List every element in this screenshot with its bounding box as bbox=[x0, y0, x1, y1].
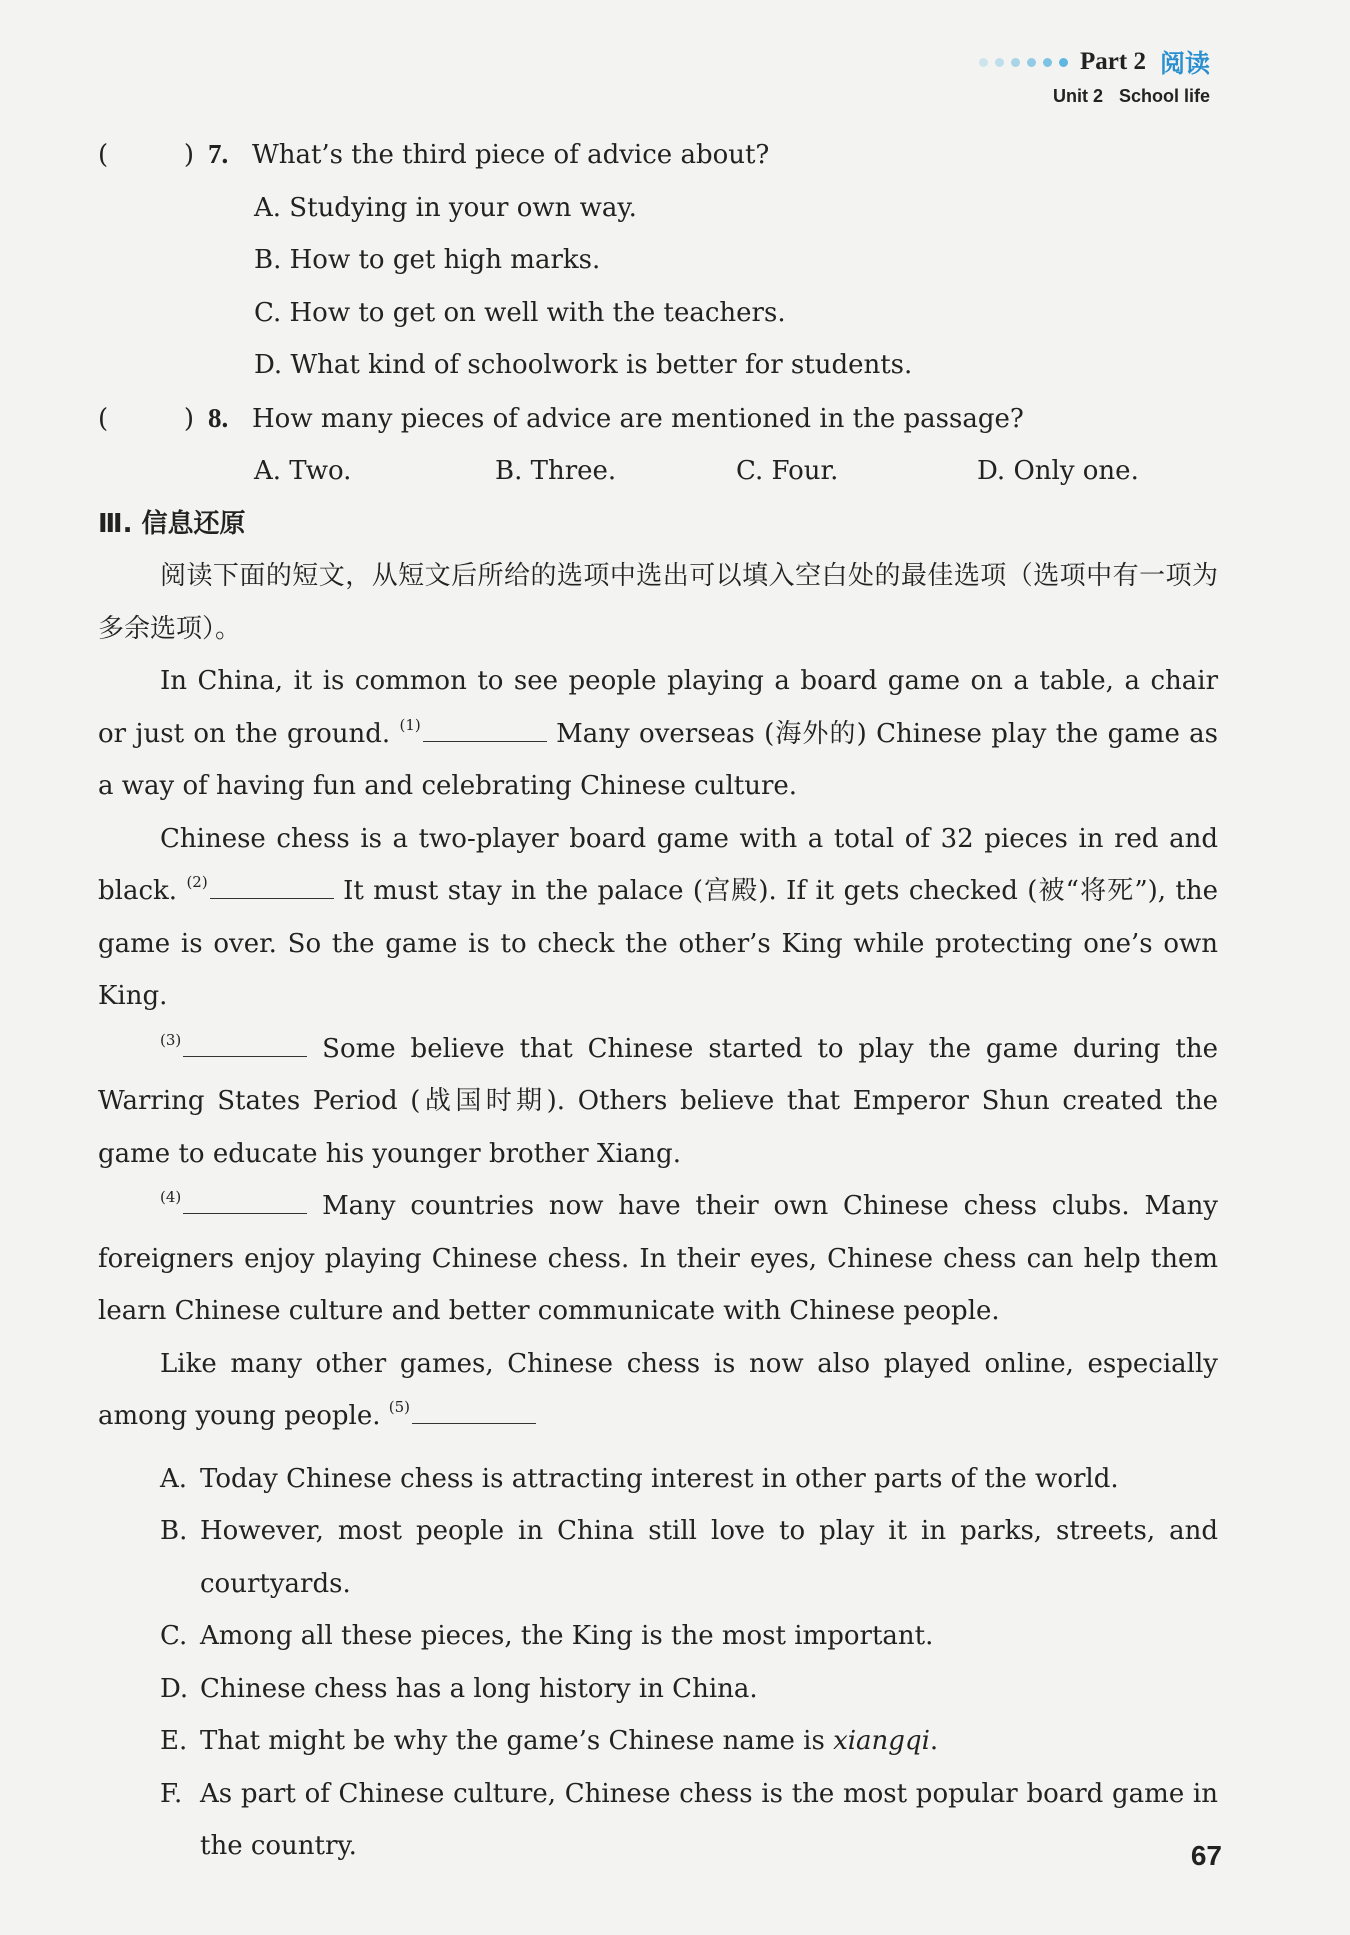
blank-marker: (3) bbox=[160, 1030, 182, 1049]
passage-paragraph-1: In China, it is common to see people playing a board game on a table, a chair or just on the ground. $^{(1)}$ Many overseas (海外的) Chinese play the game as a way of having fun and celebrating Chinese culture. bbox=[98, 666, 1219, 801]
option: B. How to get high marks. bbox=[254, 245, 601, 275]
option: D. Only one. bbox=[977, 456, 1139, 486]
option: C. Four. bbox=[736, 456, 839, 486]
passage-paragraph-3: $^{(3)}$ Some believe that Chinese started to play the game during the Warring States Period (战国时期). Others believe that Emperor Shun created the game to educate his younger brother Xiang. bbox=[98, 1030, 1218, 1169]
section-instruction: 阅读下面的短文，从短文后所给的选项中选出可以填入空白处的最佳选项（选项中有一项为多余选项）。 bbox=[98, 561, 1218, 644]
option: A. Two. bbox=[254, 456, 352, 486]
blank-3[interactable] bbox=[183, 1034, 307, 1057]
option: D. What kind of schoolwork is better for students. bbox=[254, 350, 913, 380]
blank-1[interactable] bbox=[423, 719, 547, 742]
blank-marker: (5) bbox=[388, 1398, 411, 1416]
blank-marker: (4) bbox=[160, 1188, 182, 1206]
header-unit-title: School life bbox=[1118, 86, 1210, 106]
option: C. How to get on well with the teachers. bbox=[254, 297, 786, 328]
page-header bbox=[979, 44, 1210, 107]
answer-bracket[interactable]: ( ) bbox=[98, 140, 194, 170]
dots-decoration-icon bbox=[979, 58, 1068, 67]
question-text: How many pieces of advice are mentioned in the passage? bbox=[252, 403, 1024, 434]
header-part-cn: 阅读 bbox=[1159, 49, 1210, 78]
question-number: 7. bbox=[208, 139, 229, 169]
passage-paragraph-2: Chinese chess is a two-player board game with a total of 32 pieces in red and black. $^{(2)}$ It must stay in the palace (宫殿). If it gets checked (被“将死”), the game is over. So the game is to check the other’s King while protecting one’s own King. bbox=[98, 823, 1218, 1011]
answer-options bbox=[98, 1453, 1218, 1873]
passage-paragraph-5: Like many other games, Chinese chess is now also played online, especially among young people. $^{(5)}$ bbox=[98, 1348, 1218, 1431]
answer-option-a: A. Today Chinese chess is attracting interest in other parts of the world. bbox=[160, 1463, 1119, 1494]
page-content bbox=[98, 128, 1218, 1873]
header-unit-line bbox=[979, 86, 1210, 107]
header-part: Part 2 bbox=[1080, 48, 1146, 75]
question-7 bbox=[98, 128, 1218, 182]
question-8 bbox=[98, 392, 1218, 446]
header-unit: Unit 2 bbox=[1052, 86, 1103, 106]
answer-option-c: C. Among all these pieces, the King is the most important. bbox=[160, 1621, 934, 1651]
blank-5[interactable] bbox=[412, 1401, 536, 1424]
answer-option-d: D. Chinese chess has a long history in China. bbox=[160, 1673, 758, 1704]
question-number: 8. bbox=[208, 402, 229, 433]
answer-option-b: B. However, most people in China still love to play it in parks, streets, and courtyards. bbox=[160, 1516, 1218, 1599]
answer-option-f: F. As part of Chinese culture, Chinese chess is the most popular board game in the country. bbox=[160, 1778, 1218, 1861]
blank-marker: (1) bbox=[399, 715, 421, 734]
blank-marker: (2) bbox=[186, 873, 208, 891]
passage-paragraph-4: $^{(4)}$ Many countries now have their own Chinese chess clubs. Many foreigners enjoy playing Chinese chess. In their eyes, Chinese chess can help them learn Chinese culture and better communicate with Chinese people. bbox=[98, 1188, 1218, 1326]
answer-option-e: E. That might be why the game’s Chinese name is xiangqi. bbox=[160, 1726, 939, 1756]
blank-2[interactable] bbox=[210, 876, 334, 899]
page-number: 67 bbox=[1190, 1840, 1222, 1871]
option: A. Studying in your own way. bbox=[254, 192, 637, 223]
blank-4[interactable] bbox=[183, 1191, 307, 1214]
answer-bracket[interactable]: ( ) bbox=[98, 403, 194, 434]
inline-options bbox=[98, 445, 1218, 498]
section-title: Ⅲ. 信息还原 bbox=[98, 508, 246, 539]
option: B. Three. bbox=[495, 456, 617, 486]
header-part-line bbox=[979, 44, 1210, 80]
question-text: What’s the third piece of advice about? bbox=[252, 140, 770, 170]
